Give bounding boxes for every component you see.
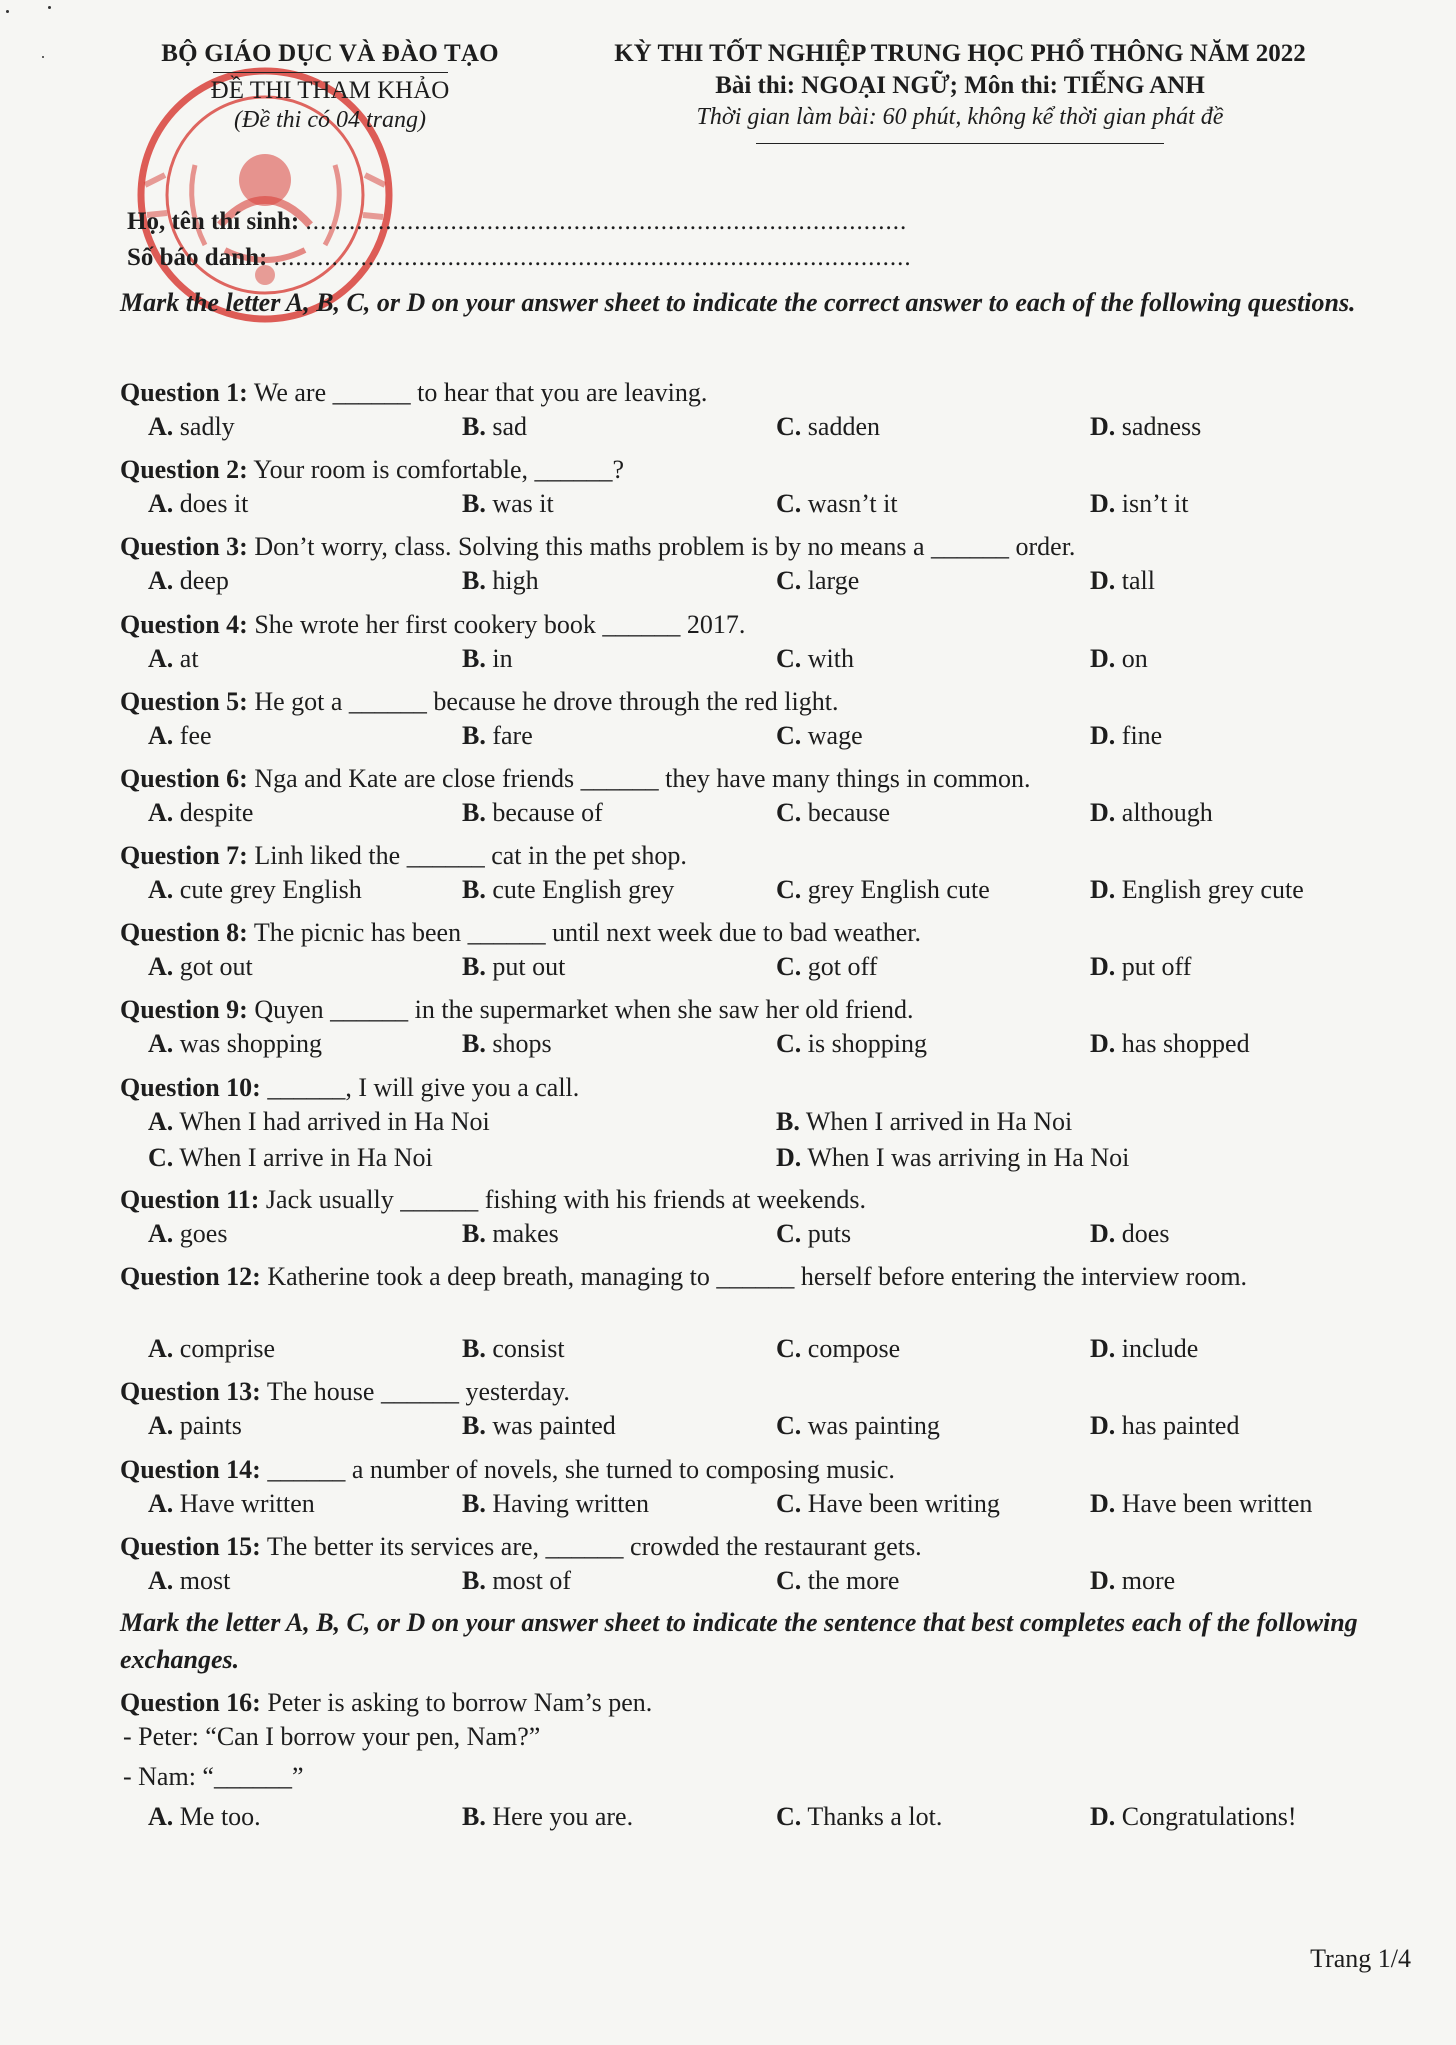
candidate-name-field xyxy=(127,208,907,236)
option-d[interactable]: D. isn’t it xyxy=(1090,489,1189,518)
option-a[interactable]: A. got out xyxy=(148,952,253,981)
option-c[interactable]: C. with xyxy=(776,644,855,673)
option-b[interactable]: B. put out xyxy=(462,952,566,981)
option-a[interactable]: A. comprise xyxy=(148,1334,276,1363)
question-10-options-row xyxy=(0,1107,1456,1143)
option-c[interactable]: C. because xyxy=(776,798,891,827)
question-12 xyxy=(120,1258,1380,1295)
question-label: Question 9: xyxy=(120,995,248,1024)
option-d[interactable]: D. fine xyxy=(1090,721,1163,750)
question-5-options xyxy=(0,721,1456,757)
option-a[interactable]: A. deep xyxy=(148,566,229,595)
option-a[interactable]: A. goes xyxy=(148,1219,228,1248)
question-3-options xyxy=(0,566,1456,602)
question-text: Linh liked the ______ cat in the pet shop. xyxy=(254,841,687,870)
question-4 xyxy=(120,606,1380,643)
exam-title: KỲ THI TỐT NGHIỆP TRUNG HỌC PHỔ THÔNG NĂM 2022 xyxy=(614,40,1306,67)
question-8 xyxy=(120,914,1380,951)
option-c[interactable]: C. was painting xyxy=(776,1411,940,1440)
header-underline xyxy=(756,143,1164,144)
candidate-id-field xyxy=(127,244,912,272)
question-15 xyxy=(120,1528,1380,1565)
question-label: Question 8: xyxy=(120,918,248,947)
option-b[interactable]: B. was it xyxy=(462,489,554,518)
option-d[interactable]: D. although xyxy=(1090,798,1213,827)
question-10-options-row xyxy=(0,1143,1456,1179)
option-c[interactable]: C. the more xyxy=(776,1566,900,1595)
option-d[interactable]: D. more xyxy=(1090,1566,1176,1595)
option-a[interactable]: A. despite xyxy=(148,798,254,827)
question-11-options xyxy=(0,1219,1456,1255)
scan-speck xyxy=(6,10,9,13)
option-c[interactable]: C. large xyxy=(776,566,860,595)
question-3 xyxy=(120,528,1380,565)
option-d[interactable]: D. Congratulations! xyxy=(1090,1802,1297,1831)
option-b[interactable]: B. makes xyxy=(462,1219,559,1248)
option-a[interactable]: A. at xyxy=(148,644,199,673)
option-a[interactable]: A. does it xyxy=(148,489,249,518)
question-16 xyxy=(120,1684,1380,1721)
ministry-header xyxy=(140,40,520,134)
instructions-part1: Mark the letter A, B, C, or D on your answer sheet to indicate the correct answer to each of the following questions. xyxy=(120,288,1356,317)
question-2 xyxy=(120,451,1380,488)
question-text: ______ a number of novels, she turned to composing music. xyxy=(267,1455,895,1484)
question-label: Question 1: xyxy=(120,378,248,407)
option-a[interactable]: A. paints xyxy=(148,1411,242,1440)
option-c[interactable]: C. wage xyxy=(776,721,863,750)
question-1 xyxy=(120,374,1380,411)
question-4-options xyxy=(0,644,1456,680)
option-c[interactable]: C. wasn’t it xyxy=(776,489,898,518)
scan-speck xyxy=(42,56,44,58)
question-12-options xyxy=(0,1334,1456,1370)
option-b[interactable]: B. because of xyxy=(462,798,603,827)
question-label: Question 10: xyxy=(120,1073,261,1102)
question-label: Question 16: xyxy=(120,1688,261,1717)
option-a[interactable]: A. fee xyxy=(148,721,212,750)
question-label: Question 2: xyxy=(120,455,248,484)
question-text: Jack usually ______ fishing with his friends at weekends. xyxy=(265,1185,866,1214)
question-label: Question 11: xyxy=(120,1185,260,1214)
question-14 xyxy=(120,1451,1380,1488)
question-2-options xyxy=(0,489,1456,525)
question-15-options xyxy=(0,1566,1456,1602)
option-c[interactable]: C. When I arrive in Ha Noi xyxy=(148,1143,433,1172)
option-c[interactable]: C. Thanks a lot. xyxy=(776,1802,943,1831)
question-text: The better its services are, ______ crowded the restaurant gets. xyxy=(266,1532,922,1561)
candidate-id-dots: ........................................................................................ xyxy=(273,244,912,271)
question-text: She wrote her first cookery book ______ 2017. xyxy=(254,610,746,639)
exam-subject: Bài thi: NGOẠI NGỮ; Môn thi: TIẾNG ANH xyxy=(715,72,1205,99)
option-a[interactable]: A. was shopping xyxy=(148,1029,323,1058)
option-b[interactable]: B. cute English grey xyxy=(462,875,675,904)
question-label: Question 5: xyxy=(120,687,248,716)
question-11 xyxy=(120,1181,1380,1218)
question-label: Question 3: xyxy=(120,532,248,561)
option-d[interactable]: D. tall xyxy=(1090,566,1155,595)
exam-header xyxy=(570,40,1350,144)
exam-duration: Thời gian làm bài: 60 phút, không kể thời gian phát đề xyxy=(696,104,1224,130)
page-number: Trang 1/4 xyxy=(1310,1944,1411,1973)
question-text: Peter is asking to borrow Nam’s pen. xyxy=(267,1688,653,1717)
option-c[interactable]: C. Have been writing xyxy=(776,1489,1000,1518)
question-9-options xyxy=(0,1029,1456,1065)
scan-speck xyxy=(48,6,51,9)
question-7-options xyxy=(0,875,1456,911)
question-label: Question 6: xyxy=(120,764,248,793)
option-c[interactable]: C. sadden xyxy=(776,412,880,441)
question-label: Question 4: xyxy=(120,610,248,639)
question-5 xyxy=(120,683,1380,720)
question-8-options xyxy=(0,952,1456,988)
question-text: Your room is comfortable, ______? xyxy=(253,455,625,484)
option-d[interactable]: D. has shopped xyxy=(1090,1029,1250,1058)
option-a[interactable]: A. Me too. xyxy=(148,1802,261,1831)
question-1-options xyxy=(0,412,1456,448)
question-text: He got a ______ because he drove through the red light. xyxy=(254,687,839,716)
option-b[interactable]: B. When I arrived in Ha Noi xyxy=(776,1107,1073,1136)
candidate-id-label: Số báo danh: xyxy=(127,244,268,271)
question-text: We are ______ to hear that you are leaving. xyxy=(253,378,708,407)
option-b[interactable]: B. fare xyxy=(462,721,533,750)
question-label: Question 12: xyxy=(120,1262,261,1291)
question-text: Katherine took a deep breath, managing to ______ herself before entering the interview room. xyxy=(267,1262,1248,1291)
option-d[interactable]: D. sadness xyxy=(1090,412,1202,441)
question-text: The house ______ yesterday. xyxy=(266,1377,570,1406)
question-text: ______, I will give you a call. xyxy=(267,1073,580,1102)
question-13 xyxy=(120,1373,1380,1410)
question-14-options xyxy=(0,1489,1456,1525)
dialogue-line-peter: - Peter: “Can I borrow your pen, Nam?” xyxy=(123,1722,541,1751)
question-label: Question 13: xyxy=(120,1377,261,1406)
question-16-options xyxy=(0,1802,1456,1838)
option-b[interactable]: B. consist xyxy=(462,1334,565,1363)
question-6 xyxy=(120,760,1380,797)
question-6-options xyxy=(0,798,1456,834)
exam-kind: ĐỀ THI THAM KHẢO xyxy=(210,77,450,104)
option-c[interactable]: C. compose xyxy=(776,1334,901,1363)
question-text: Don’t worry, class. Solving this maths problem is by no means a ______ order. xyxy=(254,532,1076,561)
question-13-options xyxy=(0,1411,1456,1447)
question-label: Question 15: xyxy=(120,1532,261,1561)
option-a[interactable]: A. most xyxy=(148,1566,231,1595)
option-d[interactable]: D. has painted xyxy=(1090,1411,1240,1440)
ministry-underline xyxy=(213,72,448,73)
question-label: Question 7: xyxy=(120,841,248,870)
pages-note: (Đề thi có 04 trang) xyxy=(234,107,426,133)
dialogue-line-nam: - Nam: “______” xyxy=(123,1762,304,1791)
candidate-name-dots: ................................................................................... xyxy=(305,208,908,235)
ministry-name: BỘ GIÁO DỤC VÀ ĐÀO TẠO xyxy=(161,40,499,67)
instructions-part2: Mark the letter A, B, C, or D on your answer sheet to indicate the sentence that best completes each of the following exchanges. xyxy=(120,1608,1358,1674)
option-a[interactable]: A. Have written xyxy=(148,1489,315,1518)
option-b[interactable]: B. most of xyxy=(462,1566,572,1595)
option-d[interactable]: D. English grey cute xyxy=(1090,875,1304,904)
question-10 xyxy=(120,1069,1380,1106)
option-b[interactable]: B. was painted xyxy=(462,1411,616,1440)
question-9 xyxy=(120,991,1380,1028)
option-a[interactable]: A. When I had arrived in Ha Noi xyxy=(148,1107,490,1136)
question-7 xyxy=(120,837,1380,874)
option-d[interactable]: D. put off xyxy=(1090,952,1192,981)
option-d[interactable]: D. Have been written xyxy=(1090,1489,1313,1518)
option-d[interactable]: D. When I was arriving in Ha Noi xyxy=(776,1143,1130,1172)
option-b[interactable]: B. in xyxy=(462,644,513,673)
option-b[interactable]: B. shops xyxy=(462,1029,552,1058)
option-a[interactable]: A. sadly xyxy=(148,412,235,441)
option-b[interactable]: B. sad xyxy=(462,412,528,441)
option-a[interactable]: A. cute grey English xyxy=(148,875,362,904)
option-c[interactable]: C. is shopping xyxy=(776,1029,927,1058)
option-d[interactable]: D. include xyxy=(1090,1334,1199,1363)
question-text: The picnic has been ______ until next week due to bad weather. xyxy=(253,918,922,947)
question-text: Quyen ______ in the supermarket when she saw her old friend. xyxy=(254,995,914,1024)
candidate-name-label: Họ, tên thí sinh: xyxy=(127,208,300,235)
question-label: Question 14: xyxy=(120,1455,261,1484)
option-c[interactable]: C. got off xyxy=(776,952,878,981)
option-b[interactable]: B. Here you are. xyxy=(462,1802,634,1831)
option-b[interactable]: B. high xyxy=(462,566,539,595)
option-b[interactable]: B. Having written xyxy=(462,1489,650,1518)
option-c[interactable]: C. puts xyxy=(776,1219,852,1248)
question-text: Nga and Kate are close friends ______ they have many things in common. xyxy=(254,764,1031,793)
option-d[interactable]: D. on xyxy=(1090,644,1148,673)
option-d[interactable]: D. does xyxy=(1090,1219,1170,1248)
option-c[interactable]: C. grey English cute xyxy=(776,875,990,904)
